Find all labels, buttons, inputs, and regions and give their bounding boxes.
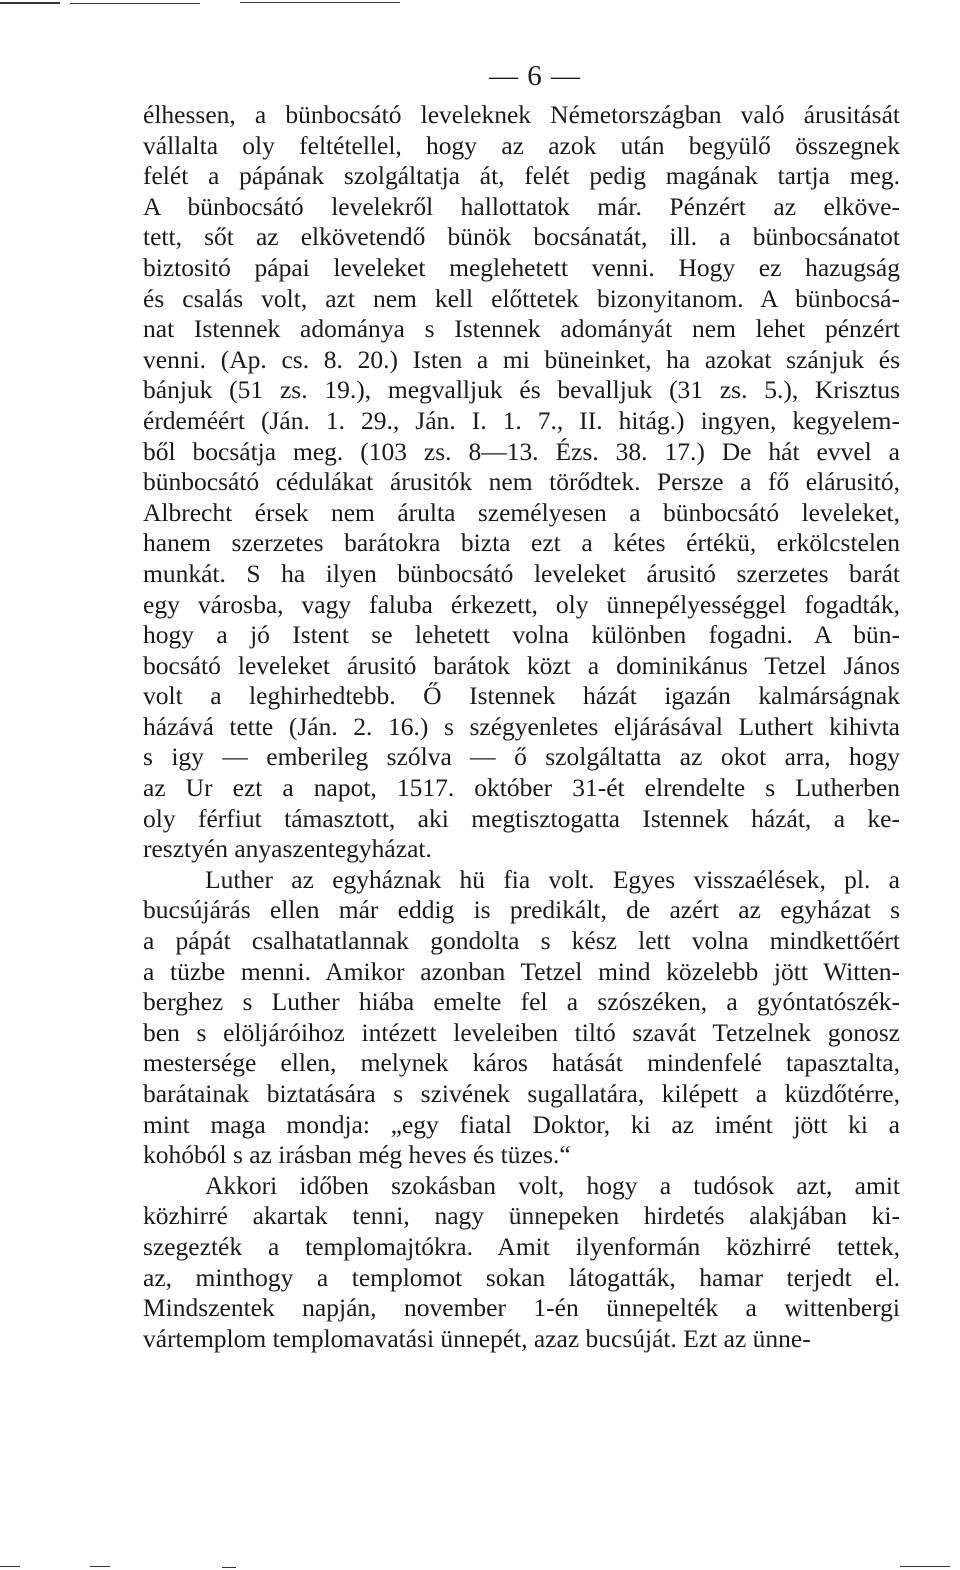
scan-edge-mark (222, 1567, 236, 1568)
text-line: vártemplom templomavatási ünnepét, azaz bucsúját. Ezt az ünne- (143, 1323, 811, 1353)
scan-edge-mark (90, 1566, 110, 1567)
text-line: érdeméért (Ján. 1. 29., Ján. I. 1. 7., II. hitág.) ingyen, kegyelem- (143, 405, 900, 435)
text-line: berghez s Luther hiába emelte fel a szószéken, a gyóntatószék- (143, 987, 900, 1017)
text-line: bocsátó leveleket árusitó barátok közt a dominikánus Tetzel János (143, 650, 900, 680)
scan-edge-mark (70, 3, 200, 4)
text-line: szegezték a templomajtókra. Amit ilyenformán közhirré tettek, (143, 1231, 900, 1261)
text-line: barátainak biztatására s szivének sugallatára, kilépett a küzdőtérre, (143, 1079, 900, 1108)
page-number: — 6 — (489, 60, 581, 92)
body-text (143, 100, 900, 1354)
text-line: biztositó pápai leveleket meglehetett venni. Hogy ez hazugság (143, 252, 900, 282)
paragraph (143, 1171, 900, 1355)
text-line: felét a pápának szolgáltatja át, felét pedig magának tartja meg. (143, 161, 900, 191)
text-line: élhessen, a bünbocsátó leveleknek Németországban való árusitását (143, 100, 900, 129)
text-line: volt a leghirhedtebb. Ő Istennek házát igazán kalmárságnak (143, 681, 900, 711)
text-line: a tüzbe menni. Amikor azonban Tetzel mind közelebb jött Witten- (143, 956, 900, 986)
text-line: az, minthogy a templomot sokan látogatták, hamar terjedt el. (143, 1262, 900, 1292)
text-line: mestersége ellen, melynek káros hatását mindenfelé tapasztalta, (143, 1048, 900, 1078)
text-line: és csalás volt, azt nem kell előttetek bizonyitanom. A bünbocsá- (143, 283, 900, 313)
text-line: az Ur ezt a napot, 1517. október 31-ét elrendelte s Lutherben (143, 773, 900, 803)
text-line: a pápát csalhatatlannak gondolta s kész lett volna mindkettőért (143, 926, 900, 956)
text-line: hogy a jó Istent se lehetett volna különben fogadni. A bün- (143, 620, 900, 650)
text-line: munkát. S ha ilyen bünbocsátó leveleket árusitó szerzetes barát (143, 558, 900, 588)
text-line: s igy — emberileg szólva — ő szolgáltatta az okot arra, hogy (143, 742, 900, 772)
text-line: bánjuk (51 zs. 19.), megvalljuk és bevalljuk (31 zs. 5.), Krisztus (143, 375, 900, 405)
text-line: ben s elöljáróihoz intézett leveleiben tiltó szavát Tetzelnek gonosz (143, 1017, 900, 1047)
text-line: egy városba, vagy faluba érkezett, oly ünnepélyességgel fogadták, (143, 589, 900, 619)
text-line: hanem szerzetes barátokra bizta ezt a kétes értékü, erkölcstelen (143, 528, 900, 558)
text-line: Akkori időben szokásban volt, hogy a tudósok azt, amit (205, 1170, 900, 1200)
text-line: vállalta oly feltétellel, hogy az azok után begyülő összegnek (143, 130, 900, 160)
text-line: bünbocsátó cédulákat árusitók nem törődtek. Persze a fő elárusitó, (143, 467, 900, 497)
text-line: Luther az egyháznak hü fia volt. Egyes visszaélések, pl. a (205, 864, 900, 894)
text-line: bucsújárás ellen már eddig is predikált, de azért az egyházat s (143, 895, 900, 925)
text-line: házává tette (Ján. 2. 16.) s szégyenletes eljárásával Luthert kihivta (143, 711, 900, 741)
text-line: resztyén anyaszentegyházat. (143, 834, 432, 864)
scan-edge-mark (900, 1566, 950, 1567)
text-line: közhirré akartak tenni, nagy ünnepeken hirdetés alakjában ki- (143, 1201, 900, 1231)
text-line: venni. (Ap. cs. 8. 20.) Isten a mi büneinket, ha azokat szánjuk és (143, 344, 900, 374)
scan-edge-mark (240, 2, 400, 3)
text-line: nat Istennek adománya s Istennek adományát nem lehet pénzért (143, 314, 900, 344)
text-line: Mindszentek napján, november 1-én ünnepelték a wittenbergi (143, 1293, 900, 1323)
scan-edge-mark (0, 2, 60, 4)
text-line: A bünbocsátó levelekről hallottatok már. Pénzért az elköve- (143, 191, 900, 221)
text-line: ből bocsátja meg. (103 zs. 8—13. Ézs. 38. 17.) De hát evvel a (143, 436, 900, 466)
text-line: Albrecht érsek nem árulta személyesen a bünbocsátó leveleket, (143, 497, 900, 527)
paragraph (143, 100, 900, 865)
text-line: oly férfiut támasztott, aki megtisztogatta Istennek házát, a ke- (143, 803, 900, 833)
paragraph (143, 865, 900, 1171)
text-line: mint maga mondja: „egy fiatal Doktor, ki az imént jött ki a (143, 1109, 900, 1139)
scan-edge-mark (0, 1566, 20, 1567)
text-line: tett, sőt az elkövetendő bünök bocsánatát, ill. a bünbocsánatot (143, 222, 900, 252)
text-line: kohóból s az irásban még heves és tüzes.“ (143, 1140, 571, 1170)
